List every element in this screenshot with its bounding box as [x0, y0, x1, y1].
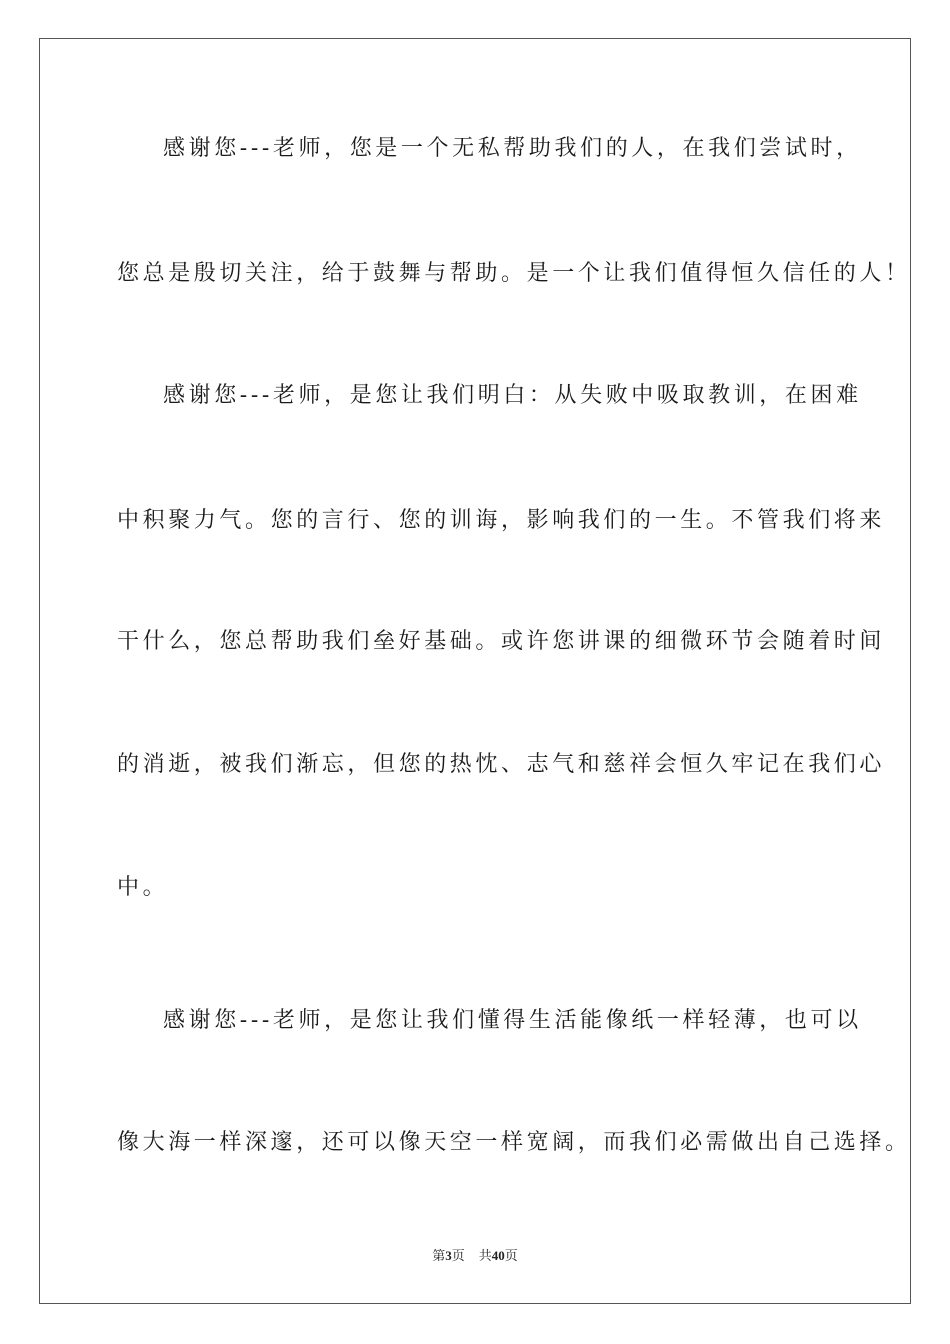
paragraph-1-line-2: 您总是殷切关注，给于鼓舞与帮助。是一个让我们值得恒久信任的人！ — [117, 261, 911, 286]
paragraph-2-line-5: 中。 — [117, 875, 169, 900]
total-label-suffix: 页 — [504, 1248, 518, 1263]
paragraph-2-line-3: 干什么，您总帮助我们垒好基础。或许您讲课的细微环节会随着时间 — [117, 629, 886, 654]
paragraph-3-line-2: 像大海一样深邃，还可以像天空一样宽阔，而我们必需做出自己选择。 — [117, 1130, 911, 1155]
page-label-prefix: 第 — [432, 1248, 446, 1263]
paragraph-3-line-1: 感谢您---老师，是您让我们懂得生活能像纸一样轻薄，也可以 — [163, 1008, 862, 1033]
page-footer — [0, 1245, 950, 1264]
paragraph-2-line-4: 的消逝，被我们渐忘，但您的热忱、志气和慈祥会恒久牢记在我们心 — [117, 752, 886, 777]
total-label-prefix: 共 — [478, 1248, 492, 1263]
page-border — [39, 38, 911, 1304]
total-page-count: 40 — [491, 1248, 505, 1263]
paragraph-1-line-1: 感谢您---老师，您是一个无私帮助我们的人，在我们尝试时， — [163, 136, 862, 161]
paragraph-2-line-1: 感谢您---老师，是您让我们明白：从失败中吸取教训，在困难 — [163, 383, 862, 408]
current-page-number: 3 — [445, 1248, 452, 1263]
paragraph-2-line-2: 中积聚力气。您的言行、您的训诲，影响我们的一生。不管我们将来 — [117, 508, 886, 533]
page-label-suffix: 页 — [451, 1248, 465, 1263]
